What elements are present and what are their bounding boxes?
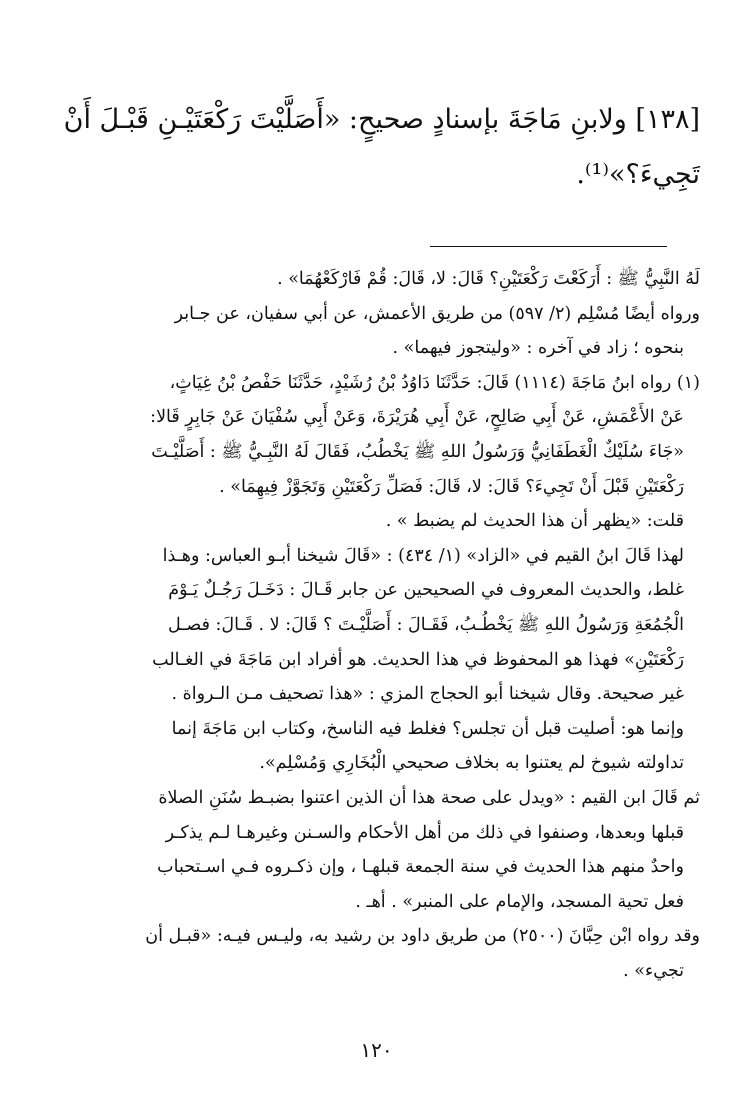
footnote-line: فعل تحية المسجد، والإمام على المنبر» . أهـ . <box>355 891 684 912</box>
footnote-line: قبلها وبعدها، وصنفوا في ذلك من أهل الأحكام والسـنن وغيرهـا لـم يذكـر <box>165 822 684 843</box>
main-text <box>60 92 700 202</box>
main-text-line: [١٣٨] ولابنِ مَاجَةَ بإسنادٍ صحيحٍ: «أَصَلَّيْتَ رَكْعَتَيْـنِ قَبْـلَ أَنْ <box>63 104 700 135</box>
footnote-line: «جَاءَ سُلَيْكٌ الْغَطَفَانِيُّ وَرَسُولُ اللهِ ﷺ يَخْطُبُ، فَقَالَ لَهُ النَّبِـيُّ ﷺ : أَصَلَّيْـتَ <box>151 441 684 462</box>
footnote-line: ثم قَالَ ابن القيم : «ويدل على صحة هذا أن الذين اعتنوا بضبـط سُنَنِ الصلاة <box>158 787 700 808</box>
footnote-line: عَنْ الأَعْمَشِ، عَنْ أَبِي صَالِحٍ، عَنْ أَبِي هُرَيْرَةَ، وَعَنْ أَبِي سُفْيَانَ عَنْ جَابِرٍ قَالا: <box>150 407 684 428</box>
footnote-line: (١) رواه ابنُ مَاجَةَ (١١١٤) قَالَ: حَدَّثَنَا دَاوُدُ بْنُ رُشَيْدٍ، حَدَّثَنَا حَفْصُ بْنُ غِيَاثٍ، <box>169 372 700 393</box>
footnote-separator <box>430 246 667 247</box>
footnote-line: تجيء» . <box>623 960 684 981</box>
footnote-line: الْجُمُعَةِ وَرَسُولُ اللهِ ﷺ يَخْطُـبُ، فَقَـالَ : أَصَلَّيْـتَ ؟ قَالَ: لا . قَـالَ: فصـل <box>168 614 684 635</box>
footnotes <box>60 262 700 988</box>
main-text-line: تَجِيءَ؟»⁽¹⁾. <box>576 159 700 190</box>
footnote-line: لهذا قَالَ ابنُ القيم في «الزاد» (١/ ٤٣٤) : «قَالَ شيخنا أبـو العباس: وهـذا <box>162 545 684 566</box>
footnote-line: تداولته شيوخ لم يعتنوا به بخلاف صحيحي الْبُخَارِي وَمُسْلِم». <box>259 753 684 774</box>
footnote-line: لَهُ النَّبِيُّ ﷺ : أَرَكَعْتَ رَكْعَتَيْنِ؟ قَالَ: لا، قَالَ: قُمْ فَارْكَعْهُمَا» . <box>277 269 700 289</box>
footnote-line: بنحوه ؛ زاد في آخره : «وليتجوز فيهما» . <box>392 338 684 359</box>
footnote-line: غلط، والحديث المعروف في الصحيحين عن جابر قَـالَ : دَخَـلَ رَجُـلٌ يَـوْمَ <box>168 580 684 601</box>
footnote-line: قلت: «يظهر أن هذا الحديث لم يضبط » . <box>385 511 684 532</box>
footnote-line: غير صحيحة. وقال شيخنا أبو الحجاج المزي : «هذا تصحيف مـن الـرواة . <box>171 684 684 705</box>
page-number: ١٢٠ <box>360 1038 393 1062</box>
footnote-line: واحدٌ منهم هذا الحديث في سنة الجمعة قبلهـا ، وإن ذكـروه فـي اسـتحباب <box>157 857 684 878</box>
footnote-line: ورواه أيضًا مُسْلِم (٢/ ٥٩٧) من طريق الأعمش، عن أبي سفيان، عن جـابر <box>174 303 700 324</box>
footnote-line: وقد رواه ابْن حِبَّانَ (٢٥٠٠) من طريق داود بن رشيد به، وليـس فيـه: «قبـل أن <box>145 926 700 947</box>
footnote-line: رَكْعَتَيْنِ» فهذا هو المحفوظ في هذا الحديث. هو أفراد ابن مَاجَةَ في الغـالب <box>152 649 684 670</box>
footnote-line: رَكْعَتَيْنِ قَبْلَ أَنْ تَجِيءَ؟ قَالَ: لا، قَالَ: فَصَلِّ رَكْعَتَيْنِ وَتَجَوَّزْ فِيهِمَا» . <box>219 476 684 497</box>
footnote-line: وإنما هو: أصليت قبل أن تجلس؟ فغلط فيه الناسخ، وكتاب ابن مَاجَةَ إنما <box>171 718 684 739</box>
